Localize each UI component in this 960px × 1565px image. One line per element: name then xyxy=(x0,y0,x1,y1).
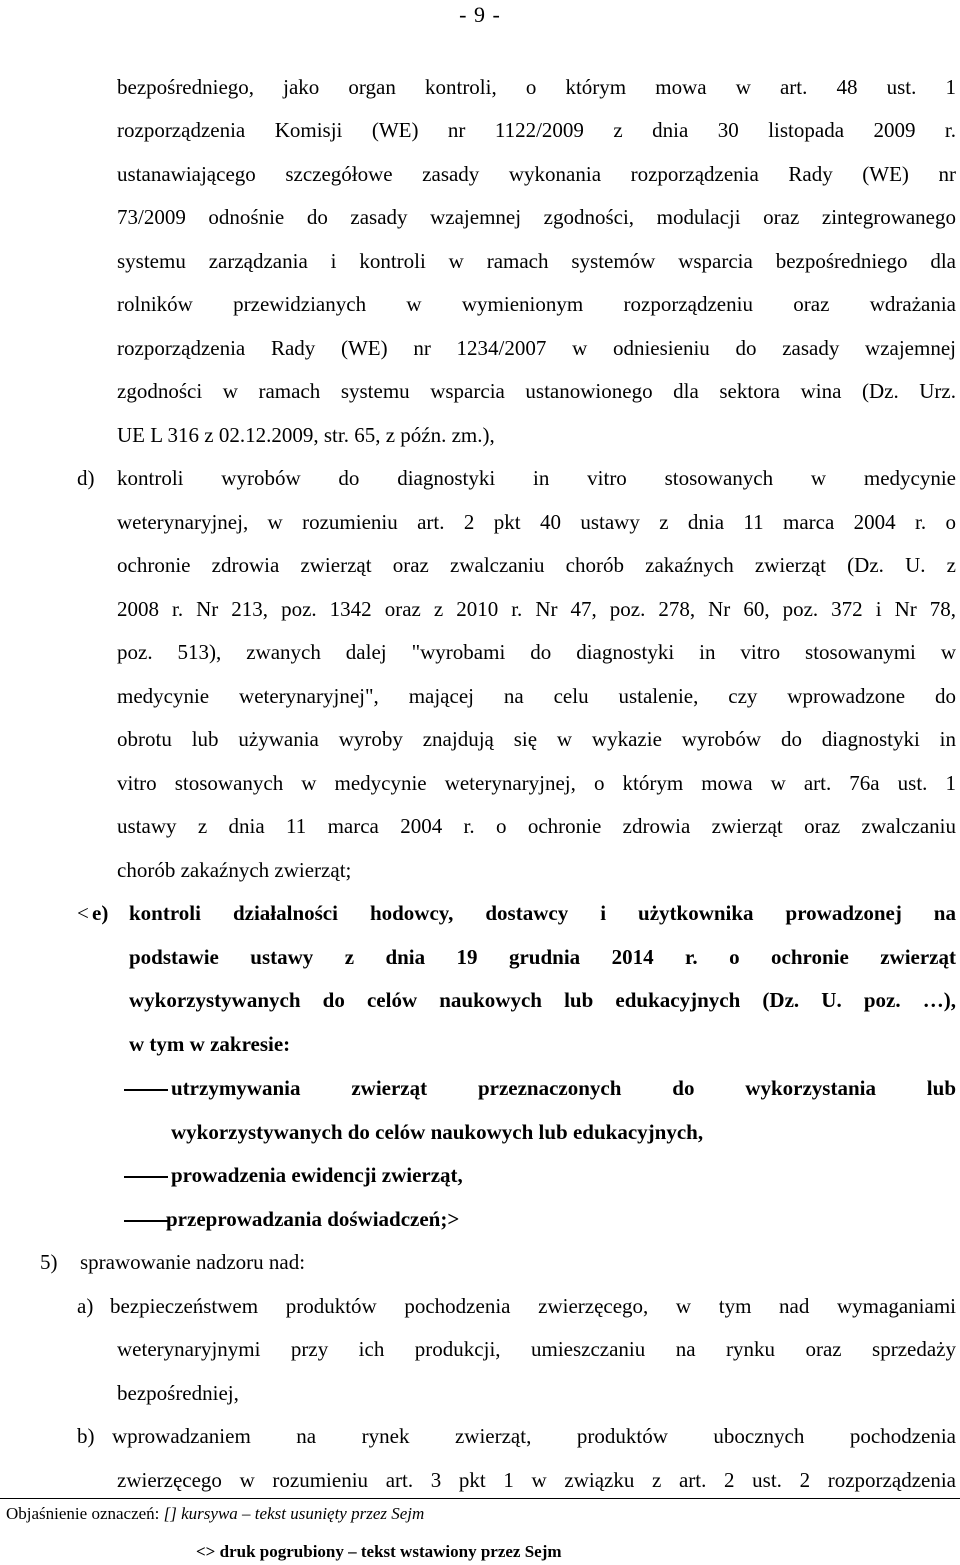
text-line: przeprowadzania doświadczeń;> xyxy=(166,1207,460,1231)
text-line: podstawie ustawy z dnia 19 grudnia 2014 r. o ochronie zwierząt xyxy=(129,945,956,969)
text-line: kontroli działalności hodowcy, dostawcy i użytkownika prowadzonej na xyxy=(129,901,956,925)
point-label: a) xyxy=(77,1294,94,1318)
text-line: w tym w zakresie: xyxy=(129,1032,291,1056)
text-line: kontroli wyrobów do diagnostyki in vitro stosowanych w medycynie xyxy=(117,466,956,490)
text-line: medycynie weterynaryjnej", mającej na celu ustalenie, czy wprowadzone do xyxy=(117,684,956,708)
text-line: prowadzenia ewidencji zwierząt, xyxy=(171,1163,463,1187)
text-line: systemu zarządzania i kontroli w ramach systemów wsparcia bezpośredniego dla xyxy=(117,249,956,273)
footer-rule xyxy=(0,1498,960,1499)
text-line: ochronie zdrowia zwierząt oraz zwalczaniu chorób zakaźnych zwierząt (Dz. U. z xyxy=(117,553,956,577)
text-line: wykorzystywanych do celów naukowych lub edukacyjnych (Dz. U. poz. …), xyxy=(129,988,956,1012)
text-line: chorób zakaźnych zwierząt; xyxy=(117,858,352,882)
page-number: - 9 - xyxy=(459,2,501,27)
text-line: rozporządzenia Komisji (WE) nr 1122/2009 z dnia 30 listopada 2009 r. xyxy=(117,118,956,142)
point-label: 5) xyxy=(40,1250,58,1274)
text-line: bezpośredniego, jako organ kontroli, o którym mowa w art. 48 ust. 1 xyxy=(117,75,956,99)
dash-bullet xyxy=(124,1220,168,1222)
text-line: UE L 316 z 02.12.2009, str. 65, z późn. zm.), xyxy=(117,423,495,447)
text-line: rolników przewidzianych w wymienionym rozporządzeniu oraz wdrażania xyxy=(117,292,956,316)
text-line: poz. 513), zwanych dalej "wyrobami do diagnostyki in vitro stosowanymi w xyxy=(117,640,956,664)
text-line: obrotu lub używania wyroby znajdują się w wykazie wyrobów do diagnostyki in xyxy=(117,727,956,751)
point-label: b) xyxy=(77,1424,95,1448)
text-line: wprowadzaniem na rynek zwierząt, produktów ubocznych pochodzenia xyxy=(112,1424,956,1448)
text-line: zwierzęcego w rozumieniu art. 3 pkt 1 w związku z art. 2 ust. 2 rozporządzenia xyxy=(117,1468,956,1492)
footer-legend-removed: [] kursywa – tekst usunięty przez Sejm xyxy=(163,1504,425,1523)
text-line: vitro stosowanych w medycynie weterynaryjnej, o którym mowa w art. 76a ust. 1 xyxy=(117,771,956,795)
footer-legend-inserted: <> druk pogrubiony – tekst wstawiony przez Sejm xyxy=(196,1542,562,1561)
footer-legend-label: Objaśnienie oznaczeń: xyxy=(6,1504,160,1523)
text-line: 73/2009 odnośnie do zasady wzajemnej zgodności, modulacji oraz zintegrowanego xyxy=(117,205,956,229)
text-line: zgodności w ramach systemu wsparcia ustanowionego dla sektora wina (Dz. Urz. xyxy=(117,379,956,403)
text-line: ustanawiającego szczegółowe zasady wykonania rozporządzenia Rady (WE) nr xyxy=(117,162,956,186)
point-label: d) xyxy=(77,466,95,490)
text-line: bezpieczeństwem produktów pochodzenia zwierzęcego, w tym nad wymaganiami xyxy=(110,1294,956,1318)
insertion-mark: < xyxy=(77,901,89,925)
text-line: sprawowanie nadzoru nad: xyxy=(80,1250,306,1274)
text-line: 2008 r. Nr 213, poz. 1342 oraz z 2010 r. Nr 47, poz. 278, Nr 60, poz. 372 i Nr 78, xyxy=(117,597,956,621)
point-label: e) xyxy=(92,901,109,925)
dash-bullet xyxy=(124,1176,168,1178)
text-line: weterynaryjnej, w rozumieniu art. 2 pkt 40 ustawy z dnia 11 marca 2004 r. o xyxy=(117,510,956,534)
text-line: bezpośredniej, xyxy=(117,1381,239,1405)
text-line: ustawy z dnia 11 marca 2004 r. o ochronie zdrowia zwierząt oraz zwalczaniu xyxy=(117,814,956,838)
text-line: rozporządzenia Rady (WE) nr 1234/2007 w odniesieniu do zasady wzajemnej xyxy=(117,336,956,360)
text-line: wykorzystywanych do celów naukowych lub edukacyjnych, xyxy=(171,1120,704,1144)
footer-legend-line xyxy=(6,1503,424,1525)
text-line: weterynaryjnymi przy ich produkcji, umieszczaniu na rynku oraz sprzedaży xyxy=(117,1337,956,1361)
dash-bullet xyxy=(124,1089,168,1091)
text-line: utrzymywania zwierząt przeznaczonych do wykorzystania lub xyxy=(171,1076,956,1100)
